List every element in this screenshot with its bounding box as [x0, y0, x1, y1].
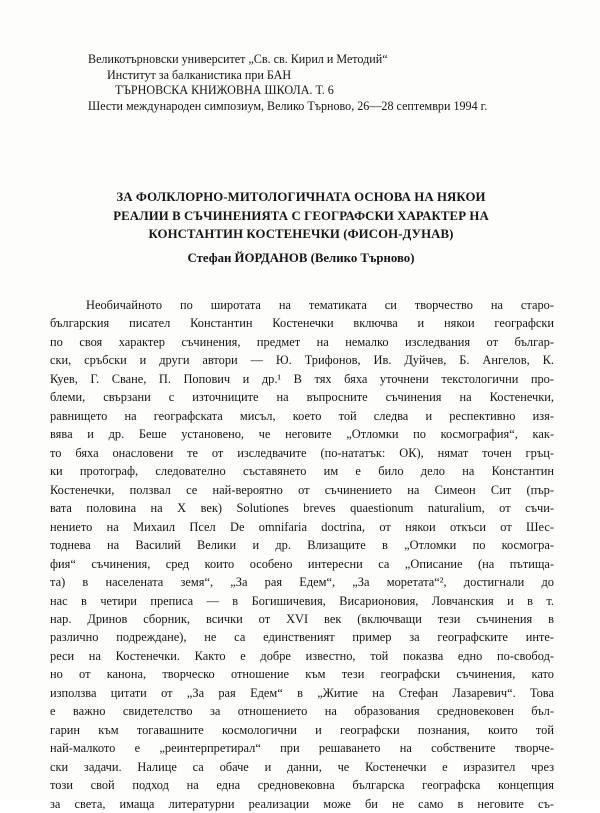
body-line: гарин към тогавашните космологични и географски познания, които той: [50, 722, 554, 737]
university-line: Великотърновски университет „Св. св. Кирил и Методий“: [88, 52, 388, 66]
article-author: Стефан ЙОРДАНОВ (Велико Търново): [187, 251, 415, 265]
body-line: Костенечки, ползвал се най-вероятно от съчинението на Симеон Сит (пър-: [50, 482, 554, 497]
body-line: Необичайното по широтата на тематиката си творчество на старо-: [86, 298, 554, 312]
body-line: нас в четири преписа — в Богишичевия, Висарионовия, Ловчанския и в т.: [50, 593, 554, 608]
body-line: ки протограф, следователно съставянето им е било дело на Константин: [50, 464, 554, 479]
body-line: но от канона, творческо отношение към тези географски съчинения, като: [50, 667, 554, 682]
body-line: нението на Михаил Псел De omnifaria doctrina, от някои откъси от Шес-: [50, 519, 554, 534]
institute-line: Институт за балканистика при БАН: [107, 67, 292, 82]
body-line: тоднева на Василий Велики и др. Влизащите в „Отломки по космогра-: [50, 538, 554, 553]
body-line: използва цитати от „За рая Едем“ в „Житие на Стефан Лазаревич“. Това: [50, 685, 554, 700]
body-line: вата половина на X век) Solutiones breves quaestionum naturalium, от съчи-: [50, 501, 554, 516]
body-line: този свой подход на една средновековна българска географска концепция: [50, 778, 554, 793]
symposium-line: Шести международен симпозиум, Велико Търново, 26—28 септември 1994 г.: [88, 98, 488, 113]
body-line: по своя характер съчинения, предмет на немалко изследвания от българ-: [50, 334, 554, 349]
body-line: та) в населената земя“, „За рая Едем“, „За моретата“², достигнали до: [50, 575, 554, 590]
body-line: равнището на географската мисъл, което той следва и респективно изя-: [50, 408, 554, 423]
body-line: българския писател Константин Костенечки включва и някои географски: [50, 316, 554, 331]
body-line: най-малкото е „реинтерпретирал“ при решаването на собствените творче-: [50, 741, 554, 756]
body-line: вява и др. Беше установено, че неговите „Отломки по космография“, как-: [50, 427, 554, 442]
article-title: [48, 188, 554, 244]
body-line: ски, сръбски и други автори — Ю. Трифонов, Ив. Дуйчев, Б. Ангелов, К.: [50, 353, 554, 368]
body-line: различно подреждане), не са единственият пример за географските инте-: [50, 630, 554, 645]
body-line: за света, имаща литературни реализации може би не само в неговите съ-: [50, 796, 554, 811]
title-line: КОНСТАНТИН КОСТЕНЕЧКИ (ФИСОН-ДУНАВ): [148, 227, 454, 242]
body-line: то бяха онасловени те от изследвачите (по-нататък: ОК), нямат точен гръц-: [50, 445, 554, 460]
publication-header: [88, 52, 528, 114]
title-line: РЕАЛИИ В СЪЧИНЕНИЯТА С ГЕОГРАФСКИ ХАРАКТЕР НА: [113, 208, 489, 223]
body-line: Куев, Г. Сване, П. Попович и др.¹ В тях бяха уточнени текстологични про-: [50, 371, 554, 386]
body-line: ски задачи. Налице са обаче и данни, че Костенечки е изразител чрез: [50, 759, 554, 774]
body-line: реси на Костенечки. Както е добре известно, той показва едно по-свобод-: [50, 648, 554, 663]
body-text: [50, 296, 554, 813]
body-line: е важно свидетелство за отношението на образования средновековен бъл-: [50, 704, 554, 719]
body-line: нар. Дринов сборник, всички от XVI век (включващи тези съчинения в: [50, 611, 554, 626]
body-line: фия“ съчинения, сред които особено интересни са „Описание (на пътища-: [50, 556, 554, 571]
body-line: блеми, свързани с източниците на въпросните съчинения на Костенечки,: [50, 390, 554, 405]
title-line: ЗА ФОЛКЛОРНО-МИТОЛОГИЧНАТА ОСНОВА НА НЯКОИ: [116, 190, 486, 204]
series-line: ТЪРНОВСКА КНИЖОВНА ШКОЛА. Т. 6: [115, 83, 334, 98]
